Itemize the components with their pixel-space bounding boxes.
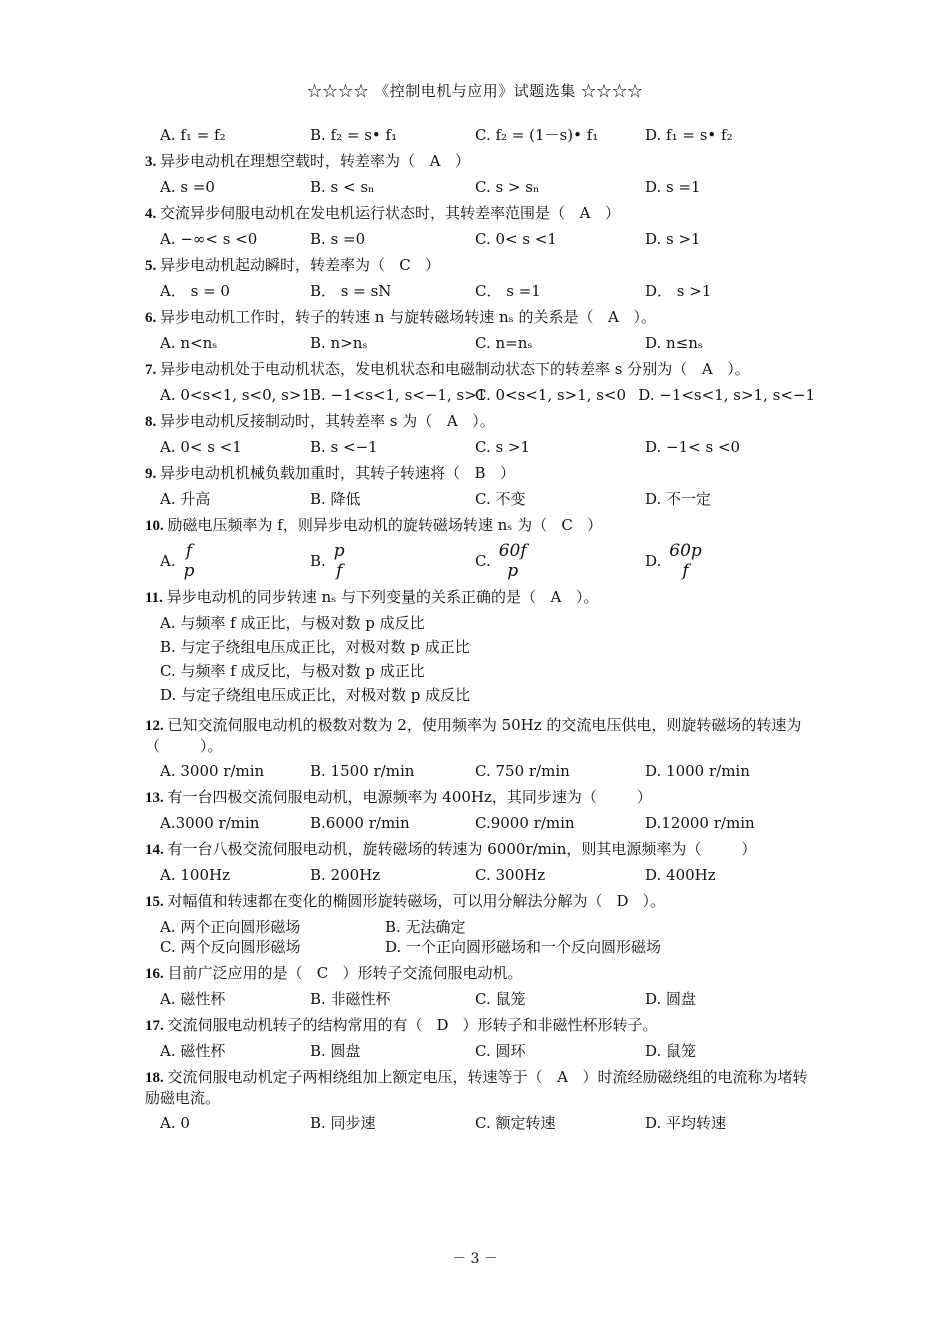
question-end: ）。 xyxy=(472,412,495,430)
option: B. s =0 xyxy=(310,230,366,248)
top-options xyxy=(145,125,815,145)
question-text: 异步电动机在理想空载时，转差率为（ xyxy=(160,152,416,170)
question-number: 17. xyxy=(145,1018,168,1034)
answer: A xyxy=(446,412,458,430)
question-list xyxy=(145,120,815,1133)
question-stem xyxy=(145,963,815,984)
question xyxy=(145,587,815,709)
answer: C xyxy=(561,516,573,534)
question-end: ） xyxy=(455,152,471,170)
options xyxy=(145,1113,815,1133)
option: C． s =1 xyxy=(475,282,541,300)
question-text: 有一台八极交流伺服电动机，旋转磁场的转速为 6000r/min，则其电源频率为（ xyxy=(167,840,702,858)
options xyxy=(145,989,815,1009)
answer: C xyxy=(399,256,411,274)
question xyxy=(145,1067,815,1133)
question xyxy=(145,463,815,509)
answer: A xyxy=(550,588,562,606)
option: A. s =0 xyxy=(160,178,215,196)
question-end: ） xyxy=(741,840,757,858)
question xyxy=(145,839,815,885)
answer: D xyxy=(436,1016,449,1034)
option: C.9000 r/min xyxy=(475,814,575,832)
question-stem xyxy=(145,203,815,224)
question-stem xyxy=(145,255,815,276)
option: B. −1<s<1, s<−1, s>1 xyxy=(310,386,487,404)
question xyxy=(145,411,815,457)
question-end: ） xyxy=(500,464,516,482)
question-stem xyxy=(145,307,815,328)
option: A. 升高 xyxy=(160,490,211,508)
fraction: p f xyxy=(333,541,345,581)
option: D. 鼠笼 xyxy=(645,1042,697,1060)
question-end: ）。 xyxy=(642,892,666,910)
answer: A xyxy=(429,152,441,170)
option: B. 1500 r/min xyxy=(310,762,415,780)
question-stem xyxy=(145,411,815,432)
options xyxy=(145,333,815,353)
question-text: 异步电动机反接制动时，其转差率 s 为（ xyxy=(160,412,433,430)
answer: B xyxy=(474,464,486,482)
options xyxy=(145,177,815,197)
option: A. 磁性杯 xyxy=(160,1042,226,1060)
question-number: 5. xyxy=(145,258,160,274)
question-text: 异步电动机的同步转速 nₛ 与下列变量的关系正确的是（ xyxy=(166,588,536,606)
options xyxy=(145,1041,815,1061)
question-text: 有一台四极交流伺服电动机，电源频率为 400Hz，其同步速为（ xyxy=(167,788,597,806)
option: B. 无法确定 xyxy=(385,918,466,936)
option: C. 两个反向圆形磁场 xyxy=(160,938,301,956)
question-end: ）。 xyxy=(200,737,223,755)
options xyxy=(145,281,815,301)
option: C. 300Hz xyxy=(475,866,546,884)
answer: A xyxy=(608,308,619,326)
answer: A xyxy=(579,204,591,222)
question xyxy=(145,203,815,249)
option: B. 非磁性杯 xyxy=(310,990,391,1008)
option: A. f₁ = f₂ xyxy=(160,126,226,144)
question-end: ） xyxy=(587,516,603,534)
question-stem xyxy=(145,359,815,380)
option: D. −1< s <0 xyxy=(645,438,741,456)
answer: A xyxy=(557,1068,568,1086)
option: A. 磁性杯 xyxy=(160,990,226,1008)
question-number: 4. xyxy=(145,206,160,222)
question-end: ） xyxy=(605,204,621,222)
option: D.12000 r/min xyxy=(645,814,755,832)
option: D. 圆盘 xyxy=(645,990,697,1008)
answer: D xyxy=(616,892,629,910)
question-end: ）形转子交流伺服电动机。 xyxy=(342,964,523,982)
question-number: 10. xyxy=(145,518,168,534)
option: B. f₂ = s• f₁ xyxy=(310,126,398,144)
option: D. 一个正向圆形磁场和一个反向圆形磁场 xyxy=(385,938,662,956)
question-number: 7. xyxy=(145,362,160,378)
option: A. 0<s<1, s<0, s>1 xyxy=(160,386,311,404)
page-number: － 3 － xyxy=(452,1251,498,1267)
question-stem xyxy=(145,151,815,172)
option: B. s <−1 xyxy=(310,438,378,456)
question xyxy=(145,787,815,833)
option: C. 鼠笼 xyxy=(475,990,526,1008)
options xyxy=(145,917,815,957)
option: D. 平均转速 xyxy=(645,1114,727,1132)
question-number: 18. xyxy=(145,1070,168,1086)
question-text: 对幅值和转速都在变化的椭圆形旋转磁场，可以用分解法分解为（ xyxy=(167,892,603,910)
question-end: ） xyxy=(425,256,441,274)
options xyxy=(145,541,815,581)
option: D. f₁ = s• f₂ xyxy=(645,126,733,144)
question-number: 11. xyxy=(145,590,167,606)
question-stem xyxy=(145,1067,815,1108)
question-stem xyxy=(145,463,815,484)
question xyxy=(145,1015,815,1061)
option: D. 60p f xyxy=(645,541,702,581)
question-stem xyxy=(145,891,815,912)
option: A. 3000 r/min xyxy=(160,762,265,780)
answer: C xyxy=(316,964,329,982)
question-number: 15. xyxy=(145,894,168,910)
question-text: 交流异步伺服电动机在发电机运行状态时，其转差率范围是（ xyxy=(160,204,566,222)
question xyxy=(145,515,815,581)
option: D. 1000 r/min xyxy=(645,762,750,780)
question-end: ） xyxy=(636,788,652,806)
options xyxy=(145,229,815,249)
fraction: f p xyxy=(183,541,195,581)
question-stem xyxy=(145,1015,815,1036)
option: B. n>nₛ xyxy=(310,334,368,352)
options xyxy=(145,437,815,457)
option: A. −∞< s <0 xyxy=(160,230,258,248)
option: D. 与定子绕组电压成正比，对极对数 p 成反比 xyxy=(160,686,471,704)
question-text: 异步电动机工作时，转子的转速 n 与旋转磁场转速 nₛ 的关系是（ xyxy=(160,308,594,326)
option: B. p f xyxy=(310,541,345,581)
option: C. 0<s<1, s>1, s<0 xyxy=(475,386,627,404)
question-stem xyxy=(145,715,815,756)
options xyxy=(145,489,815,509)
options xyxy=(145,865,815,885)
option: A. f p xyxy=(160,541,195,581)
question-end: ）。 xyxy=(575,588,599,606)
question-end: ）时流经励磁绕组的电流称为堵转励磁电流。 xyxy=(145,1068,808,1107)
question xyxy=(145,255,815,301)
option: A. 0 xyxy=(160,1114,190,1132)
option: D. s =1 xyxy=(645,178,701,196)
options xyxy=(145,385,815,405)
question-number: 8. xyxy=(145,414,160,430)
question-number: 13. xyxy=(145,790,168,806)
option: C. 0< s <1 xyxy=(475,230,557,248)
question-number: 12. xyxy=(145,718,168,734)
question-text: 励磁电压频率为 f，则异步电动机的旋转磁场转速 nₛ 为（ xyxy=(167,516,548,534)
options xyxy=(145,613,815,709)
option: C. f₂ = (1－s)• f₁ xyxy=(475,126,599,144)
option: C. 750 r/min xyxy=(475,762,570,780)
question-text: 已知交流伺服电动机的极数对数为 2，使用频率为 50Hz 的交流电压供电，则旋转磁场的转速为（ xyxy=(145,716,802,755)
option: D. 400Hz xyxy=(645,866,716,884)
question-stem xyxy=(145,787,815,808)
question xyxy=(145,891,815,957)
option: D. n≤nₛ xyxy=(645,334,703,352)
option: C. n=nₛ xyxy=(475,334,533,352)
question-number: 16. xyxy=(145,966,168,982)
option: B. 与定子绕组电压成正比，对极对数 p 成正比 xyxy=(160,638,470,656)
option: A. n<nₛ xyxy=(160,334,218,352)
option: A.3000 r/min xyxy=(160,814,260,832)
option: B. 圆盘 xyxy=(310,1042,361,1060)
page-header: ☆☆☆☆ 《控制电机与应用》试题选集 ☆☆☆☆ xyxy=(306,82,644,100)
option: D. −1<s<1, s>1, s<−1 xyxy=(638,386,815,404)
questions xyxy=(145,151,815,1133)
option: A. 两个正向圆形磁场 xyxy=(160,918,301,936)
question-text: 交流伺服电动机定子两相绕组加上额定电压，转速等于（ xyxy=(167,1068,543,1086)
question-text: 异步电动机处于电动机状态，发电机状态和电磁制动状态下的转差率 s 分别为（ xyxy=(160,360,688,378)
options xyxy=(145,813,815,833)
option: C. 与频率 f 成反比，与极对数 p 成正比 xyxy=(160,662,425,680)
option: D. 不一定 xyxy=(645,490,712,508)
question-text: 目前广泛应用的是（ xyxy=(167,964,303,982)
options xyxy=(145,761,815,781)
option: A. 100Hz xyxy=(160,866,230,884)
option: D. s >1 xyxy=(645,230,701,248)
question-number: 9. xyxy=(145,466,160,482)
question-number: 3. xyxy=(145,154,160,170)
option: C. 额定转速 xyxy=(475,1114,556,1132)
question-end: ）形转子和非磁性杯形转子。 xyxy=(462,1016,658,1034)
option: A. 0< s <1 xyxy=(160,438,242,456)
option: C. 不变 xyxy=(475,490,526,508)
option: D． s >1 xyxy=(645,282,712,300)
option: A. 与频率 f 成正比，与极对数 p 成反比 xyxy=(160,614,425,632)
option: A． s = 0 xyxy=(160,282,230,300)
question xyxy=(145,359,815,405)
option: C. 圆环 xyxy=(475,1042,526,1060)
question xyxy=(145,151,815,197)
answer: A xyxy=(701,360,713,378)
fraction: 60f p xyxy=(498,541,527,581)
option: C. s > sₙ xyxy=(475,178,540,196)
question-stem xyxy=(145,515,815,536)
question-stem xyxy=(145,587,815,608)
option: B． s = sN xyxy=(310,282,392,300)
question-number: 14. xyxy=(145,842,168,858)
option: C. s >1 xyxy=(475,438,531,456)
question xyxy=(145,715,815,781)
option: B.6000 r/min xyxy=(310,814,410,832)
option: B. 200Hz xyxy=(310,866,381,884)
question-stem xyxy=(145,839,815,860)
question-number: 6. xyxy=(145,310,160,326)
question-text: 交流伺服电动机转子的结构常用的有（ xyxy=(167,1016,423,1034)
question xyxy=(145,963,815,1009)
question-end: ）。 xyxy=(727,360,750,378)
question xyxy=(145,307,815,353)
option: B. 同步速 xyxy=(310,1114,376,1132)
question-text: 异步电动机起动瞬时，转差率为（ xyxy=(160,256,386,274)
question-text: 异步电动机机械负载加重时，其转子转速将（ xyxy=(160,464,461,482)
option: B. 降低 xyxy=(310,490,361,508)
option: C. 60f p xyxy=(475,541,527,581)
question-end: ）。 xyxy=(633,308,656,326)
fraction: 60p f xyxy=(669,541,702,581)
option: B. s < sₙ xyxy=(310,178,375,196)
